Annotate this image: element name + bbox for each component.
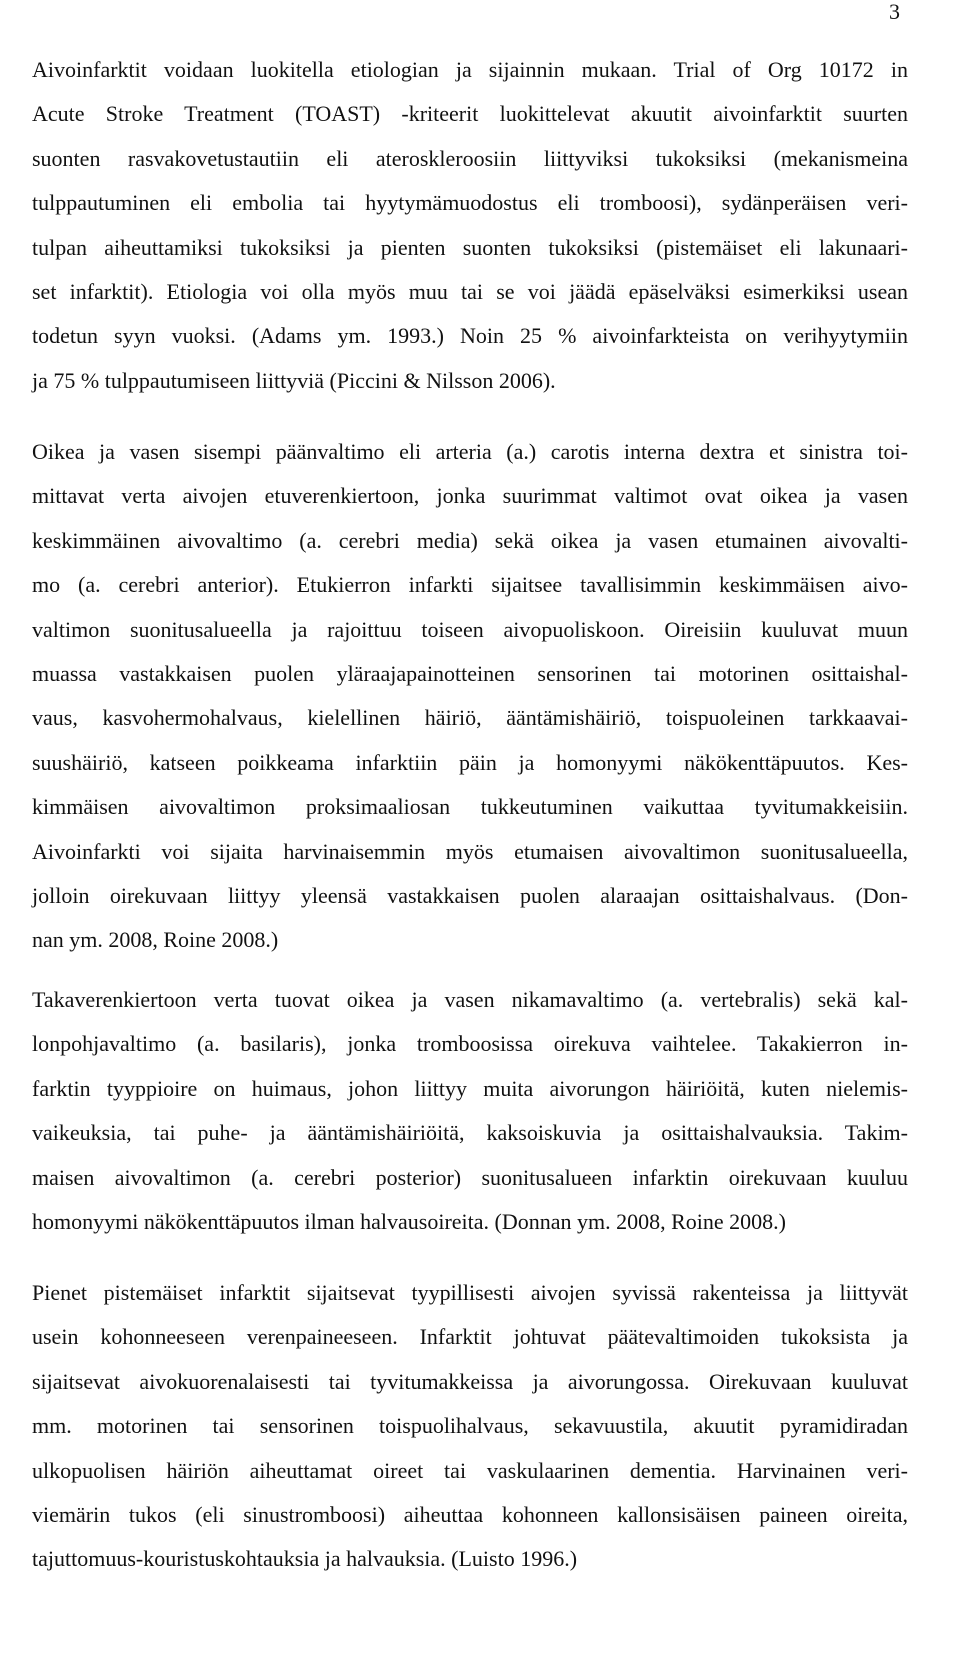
- text-line: keskimmäinen aivovaltimo (a. cerebri media) sekä oikea ja vasen etumainen aivovalti-: [32, 527, 908, 553]
- text-line: set infarktit). Etiologia voi olla myös muu tai se voi jäädä epäselväksi esimerkiksi usean: [32, 278, 908, 304]
- paragraph-stroke-classification: [32, 48, 908, 403]
- text-line: suushäiriö, katseen poikkeama infarktiin päin ja homonyymi näkökenttäpuutos. Kes-: [32, 749, 908, 775]
- text-line: mo (a. cerebri anterior). Etukierron infarkti sijaitsee tavallisimmin keskimmäisen aivo-: [32, 572, 908, 598]
- text-line: mittavat verta aivojen etuverenkiertoon, jonka suurimmat valtimot ovat oikea ja vasen: [32, 483, 908, 509]
- text-line: tulppautuminen eli embolia tai hyytymämuodostus eli tromboosi), sydänperäisen veri-: [32, 190, 908, 216]
- text-line: Aivoinfarkti voi sijaita harvinaisemmin myös etumaisen aivovaltimon suonitusalueella,: [32, 838, 908, 864]
- text-line: viemärin tukos (eli sinustromboosi) aiheuttaa kohonneen kallonsisäisen paineen oireita,: [32, 1501, 908, 1527]
- paragraph-posterior-circulation: [32, 978, 908, 1244]
- text-line: Oikea ja vasen sisempi päänvaltimo eli arteria (a.) carotis interna dextra et sinistra toi-: [32, 439, 908, 464]
- text-line: sijaitsevat aivokuorenalaisesti tai tyvitumakkeissa ja aivorungossa. Oirekuvaan kuuluvat: [32, 1368, 908, 1394]
- text-line: tajuttomuus-kouristuskohtauksia ja halvauksia. (Luisto 1996.): [32, 1546, 578, 1572]
- text-line: tulpan aiheuttamiksi tukoksiksi ja pienten suonten tukoksiksi (pistemäiset eli lakunaari-: [32, 234, 908, 260]
- text-line: homonyymi näkökenttäpuutos ilman halvausoireita. (Donnan ym. 2008, Roine 2008.): [32, 1208, 786, 1234]
- text-line: vaikeuksia, tai puhe- ja ääntämishäiriöitä, kaksoiskuvia ja osittaishalvauksia. Takim-: [32, 1120, 908, 1146]
- paragraph-lacunar-infarcts: [32, 1271, 908, 1582]
- text-line: kimmäisen aivovaltimon proksimaaliosan tukkeutuminen vaikuttaa tyvitumakkeisiin.: [32, 794, 908, 820]
- text-line: Takaverenkiertoon verta tuovat oikea ja vasen nikamavaltimo (a. vertebralis) sekä kal-: [32, 987, 908, 1012]
- text-line: lonpohjavaltimo (a. basilaris), jonka tromboosissa oirekuva vaihtelee. Takakierron in-: [32, 1031, 908, 1057]
- text-line: Pienet pistemäiset infarktit sijaitsevat tyypillisesti aivojen syvissä rakenteissa ja liittyvät: [32, 1280, 908, 1305]
- text-line: jolloin oirekuvaan liittyy yleensä vastakkaisen puolen alaraajan osittaishalvaus. (Don-: [32, 882, 908, 908]
- text-line: nan ym. 2008, Roine 2008.): [32, 927, 279, 953]
- text-line: valtimon suonitusalueella ja rajoittuu toiseen aivopuoliskoon. Oireisiin kuuluvat muun: [32, 616, 908, 642]
- text-line: farktin tyyppioire on huimaus, johon liittyy muita aivorungon häiriöitä, kuten nielemis-: [32, 1075, 908, 1101]
- text-line: vaus, kasvohermohalvaus, kielellinen häiriö, ääntämishäiriö, toispuoleinen tarkkaavai-: [32, 705, 908, 731]
- text-line: muassa vastakkaisen puolen yläraajapainotteinen sensorinen tai motorinen osittaishal-: [32, 660, 908, 686]
- text-line: ja 75 % tulppautumiseen liittyviä (Piccini & Nilsson 2006).: [32, 367, 556, 393]
- paragraph-anterior-circulation: [32, 430, 908, 963]
- text-line: ulkopuolisen häiriön aiheuttamat oireet tai vaskulaarinen dementia. Harvinainen veri-: [32, 1457, 908, 1483]
- text-line: Acute Stroke Treatment (TOAST) -kriteerit luokittelevat akuutit aivoinfarktit suurten: [32, 101, 908, 127]
- text-line: todetun syyn vuoksi. (Adams ym. 1993.) Noin 25 % aivoinfarkteista on verihyytymiin: [32, 323, 908, 349]
- text-line: suonten rasvakovetustautiin eli ateroskleroosiin liittyviksi tukoksiksi (mekanismeina: [32, 145, 908, 171]
- text-line: maisen aivovaltimon (a. cerebri posterior) suonitusalueen infarktin oirekuvaan kuuluu: [32, 1164, 908, 1190]
- text-line: mm. motorinen tai sensorinen toispuolihalvaus, sekavuustila, akuutit pyramidiradan: [32, 1413, 908, 1439]
- page-number: 3: [889, 0, 900, 24]
- text-line: usein kohonneeseen verenpaineeseen. Infarktit johtuvat päätevaltimoiden tukoksista ja: [32, 1324, 908, 1350]
- text-line: Aivoinfarktit voidaan luokitella etiologian ja sijainnin mukaan. Trial of Org 10172 in: [32, 57, 908, 82]
